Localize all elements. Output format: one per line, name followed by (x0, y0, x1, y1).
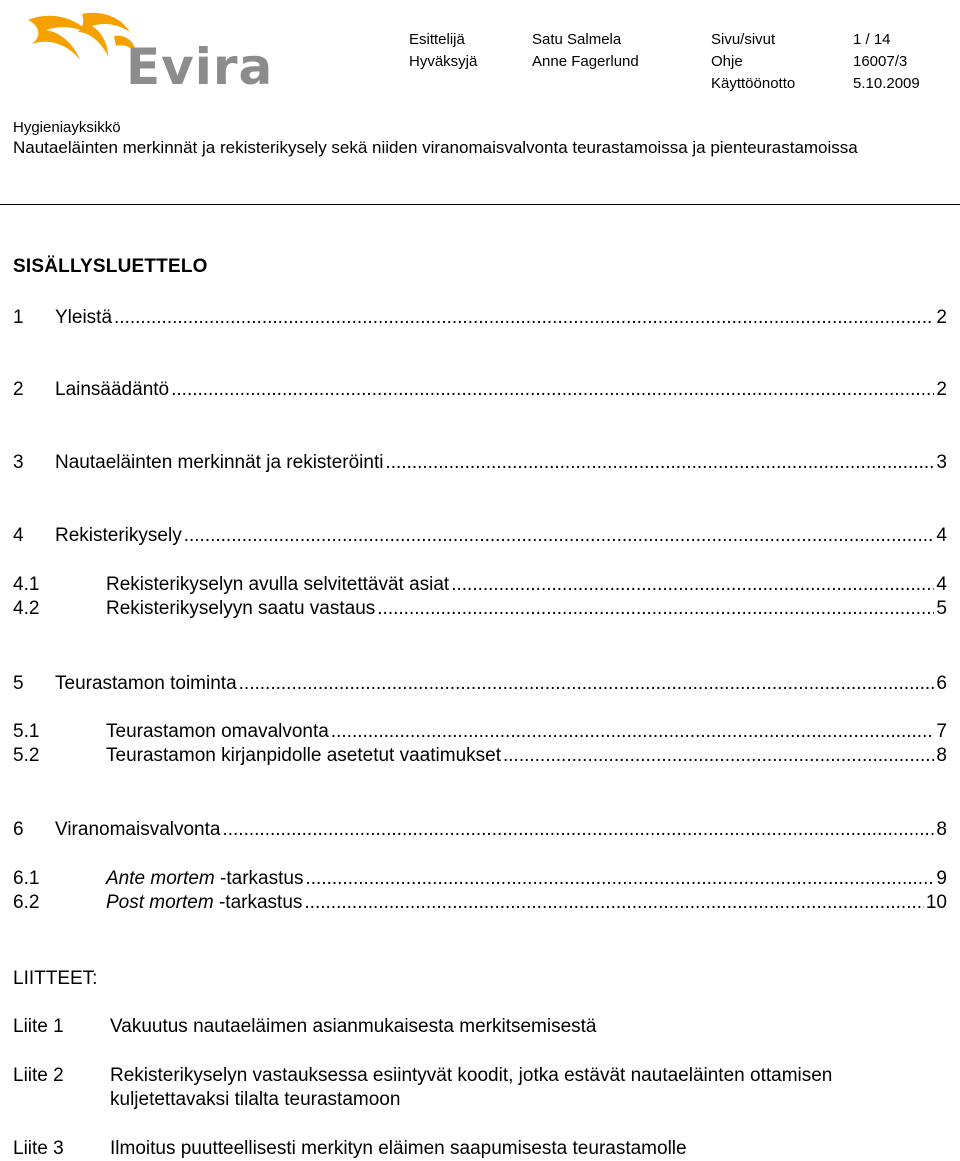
appendix-item (13, 1137, 947, 1161)
toc-leader (329, 720, 935, 744)
toc-entry-number: 5.1 (13, 721, 40, 742)
toc-entry-title: Rekisterikyselyn avulla selvitettävät asiat (106, 574, 450, 595)
toc-leader (303, 867, 934, 891)
appendix-label: Liite 3 (13, 1138, 64, 1159)
esittelija-value: Satu Salmela (532, 31, 622, 48)
appendix-item (13, 1064, 947, 1112)
toc-entry-number: 6.2 (13, 892, 40, 913)
hyvaksyja-value: Anne Fagerlund (532, 53, 639, 70)
toc-entry[interactable] (13, 672, 947, 696)
toc-entry-number: 4.1 (13, 574, 40, 595)
toc-entry-number: 4.2 (13, 598, 40, 619)
logo-text: Evira (126, 38, 274, 90)
toc-entry[interactable] (13, 720, 947, 744)
toc-leader (383, 451, 934, 475)
toc-entry[interactable] (13, 744, 947, 768)
toc-entry[interactable] (13, 524, 947, 548)
toc-entry[interactable] (13, 573, 947, 597)
toc-entry-page: 2 (936, 307, 947, 328)
toc-entry-number: 2 (13, 379, 24, 400)
toc-entry-page: 7 (936, 721, 947, 742)
toc-entry-page: 8 (936, 745, 947, 766)
toc-entry-title-italic: Ante mortem (106, 868, 215, 889)
toc-entry-title: Teurastamon toiminta (55, 673, 237, 694)
evira-logo (22, 10, 274, 90)
toc-entry[interactable] (13, 818, 947, 842)
toc-entry-number: 5.2 (13, 745, 40, 766)
appendix-heading: LIITTEET: (13, 968, 98, 989)
toc-entry[interactable] (13, 597, 947, 621)
kayttoonotto-value: 5.10.2009 (853, 75, 920, 92)
unit-name: Hygieniayksikkö (13, 119, 121, 136)
toc-entry-page: 4 (936, 525, 947, 546)
toc-entry-page: 6 (936, 673, 947, 694)
document-title: Nautaeläinten merkinnät ja rekisterikysely sekä niiden viranomaisvalvonta teurastamoissa ja pienteurastamoissa (13, 138, 858, 157)
toc-entry-title: Lainsäädäntö (55, 379, 170, 400)
toc-entry-title (106, 891, 302, 915)
toc-entry-title: Teurastamon omavalvonta (106, 721, 329, 742)
toc-entry[interactable] (13, 891, 947, 915)
appendix-label: Liite 2 (13, 1065, 64, 1086)
toc-entry-title: Teurastamon kirjanpidolle asetetut vaatimukset (106, 745, 501, 766)
toc-entry-number: 5 (13, 673, 24, 694)
ohje-value: 16007/3 (853, 53, 908, 70)
toc-leader (182, 524, 935, 548)
appendix-text: Vakuutus nautaeläimen asianmukaisesta merkitsemisestä (110, 1016, 597, 1037)
toc-entry[interactable] (13, 867, 947, 891)
toc-leader (220, 818, 934, 842)
toc-entry-number: 1 (13, 307, 24, 328)
toc-entry-number: 4 (13, 525, 24, 546)
toc-entry-title-rest: -tarkastus (214, 868, 304, 889)
toc-entry-number: 6.1 (13, 868, 40, 889)
toc-leader (449, 573, 934, 597)
toc-leader (237, 672, 935, 696)
toc-entry[interactable] (13, 378, 947, 402)
toc-entry-page: 10 (925, 892, 947, 913)
toc-entry-page: 4 (936, 574, 947, 595)
appendix-text: Rekisterikyselyn vastauksessa esiintyvät koodit, jotka estävät nautaeläinten ottamisen kuljetettavaksi tilalta teurastamoon (110, 1065, 833, 1110)
toc-entry-title: Viranomaisvalvonta (55, 819, 221, 840)
toc-entry-title-italic: Post mortem (106, 892, 214, 913)
toc-entry-title: Yleistä (55, 307, 113, 328)
appendix-text: Ilmoitus puutteellisesti merkityn eläimen saapumisesta teurastamolle (110, 1138, 687, 1159)
toc-leader (169, 378, 934, 402)
toc-entry-page: 8 (936, 819, 947, 840)
toc-entry-title: Rekisterikyselyyn saatu vastaus (106, 598, 376, 619)
toc-leader (375, 597, 934, 621)
toc-leader (112, 306, 934, 330)
esittelija-label: Esittelijä (409, 31, 465, 48)
toc-leader (501, 744, 934, 768)
toc-entry-title: Rekisterikysely (55, 525, 182, 546)
toc-entry-page: 2 (936, 379, 947, 400)
toc-heading: SISÄLLYSLUETTELO (13, 256, 208, 277)
toc-entry-page: 5 (936, 598, 947, 619)
toc-entry-title-rest: -tarkastus (213, 892, 303, 913)
hyvaksyja-label: Hyväksyjä (409, 53, 478, 70)
toc-entry-title (106, 867, 303, 891)
toc-leader (302, 891, 923, 915)
ohje-label: Ohje (711, 53, 743, 70)
appendix-label: Liite 1 (13, 1016, 64, 1037)
sivu-label: Sivu/sivut (711, 31, 776, 48)
toc-entry-title: Nautaeläinten merkinnät ja rekisteröinti (55, 452, 384, 473)
appendix-item (13, 1015, 947, 1039)
toc-entry[interactable] (13, 306, 947, 330)
toc-entry[interactable] (13, 451, 947, 475)
sivu-value: 1 / 14 (853, 31, 891, 48)
toc-entry-page: 3 (936, 452, 947, 473)
toc-entry-number: 6 (13, 819, 24, 840)
header-divider (0, 204, 960, 205)
toc-entry-page: 9 (936, 868, 947, 889)
toc-entry-number: 3 (13, 452, 24, 473)
kayttoonotto-label: Käyttöönotto (711, 75, 796, 92)
document-title-block (13, 119, 858, 159)
